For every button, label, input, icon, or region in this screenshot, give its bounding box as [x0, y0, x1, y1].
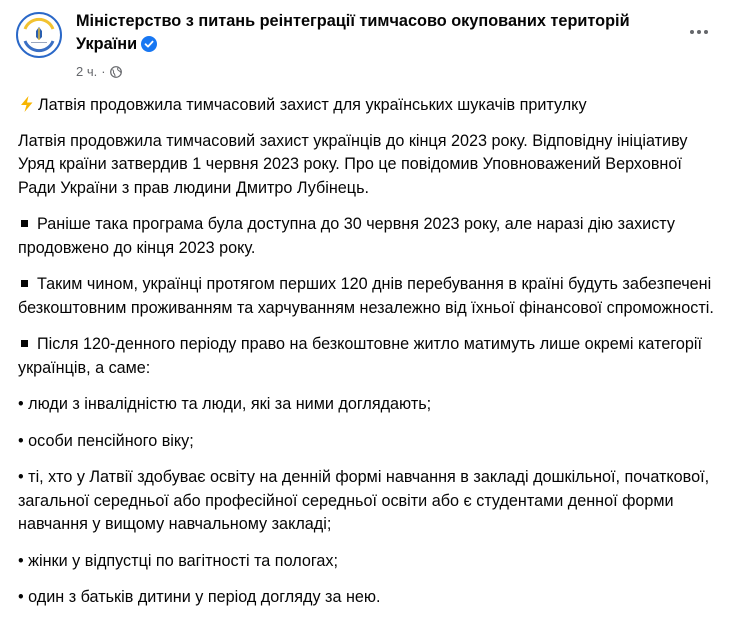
paragraph-text: Таким чином, українці протягом перших 120 днів перебування в країні будуть забезпечені безкоштовним проживанням та харчуванням незалежно від їхньої фінансової спроможності. — [18, 275, 714, 317]
paragraph-text: Після 120-денного періоду право на безкоштовне житло матимуть лише окремі категорії українців, а саме: — [18, 335, 702, 377]
list-item: • ті, хто у Латвії здобуває освіту на денній формі навчання в закладі дошкільної, початкової, загальної середньої або професійної середньої освіти або є студентами денної форми навчання у вищому навчальному закладі; — [18, 468, 710, 533]
list-item: • один з батьків дитини у період догляду за нею. — [18, 588, 381, 606]
black-square-icon — [21, 340, 28, 347]
post-paragraph-bullet — [18, 333, 715, 380]
meta-separator: · — [101, 64, 106, 79]
black-square-icon — [21, 220, 28, 227]
more-dot-icon — [690, 30, 694, 34]
more-options-button[interactable] — [681, 20, 717, 44]
list-item: • особи пенсійного віку; — [18, 431, 194, 450]
post-meta — [76, 64, 122, 79]
page-name-text[interactable]: Міністерство з питань реінтеграції тимчасово окупованих територій України — [76, 12, 630, 53]
headline-text: Латвія продовжила тимчасовий захист для українських шукачів притулку — [38, 96, 587, 114]
post-headline — [18, 94, 715, 118]
list-item: • люди з інвалідністю та люди, які за ними доглядають; — [18, 395, 432, 413]
lightning-icon — [18, 95, 36, 113]
paragraph-text: Раніше така програма була доступна до 30 червня 2023 року, але наразі дію захисту продовжено до кінця 2023 року. — [18, 215, 675, 257]
post-paragraph-bullet — [18, 273, 715, 320]
verified-badge-icon — [141, 36, 157, 52]
post-body — [18, 94, 715, 623]
post-paragraph: Латвія продовжила тимчасовий захист українців до кінця 2023 року. Відповідну ініціативу Уряд країни затвердив 1 червня 2023 року. Про це повідомив Уповноважений Верховної Ради України з прав людини Дмитро Лубінець. — [18, 131, 688, 197]
post-timestamp[interactable]: 2 ч. — [76, 64, 98, 79]
more-dot-icon — [704, 30, 708, 34]
ministry-emblem-icon — [21, 17, 57, 53]
list-item: • жінки у відпустці по вагітності та пологах; — [18, 551, 338, 570]
globe-icon[interactable] — [110, 66, 122, 78]
black-square-icon — [21, 280, 28, 287]
post-paragraph-bullet — [18, 213, 715, 260]
page-avatar[interactable] — [16, 12, 62, 58]
page-name[interactable] — [76, 10, 636, 56]
post-header — [16, 10, 717, 84]
more-dot-icon — [697, 30, 701, 34]
